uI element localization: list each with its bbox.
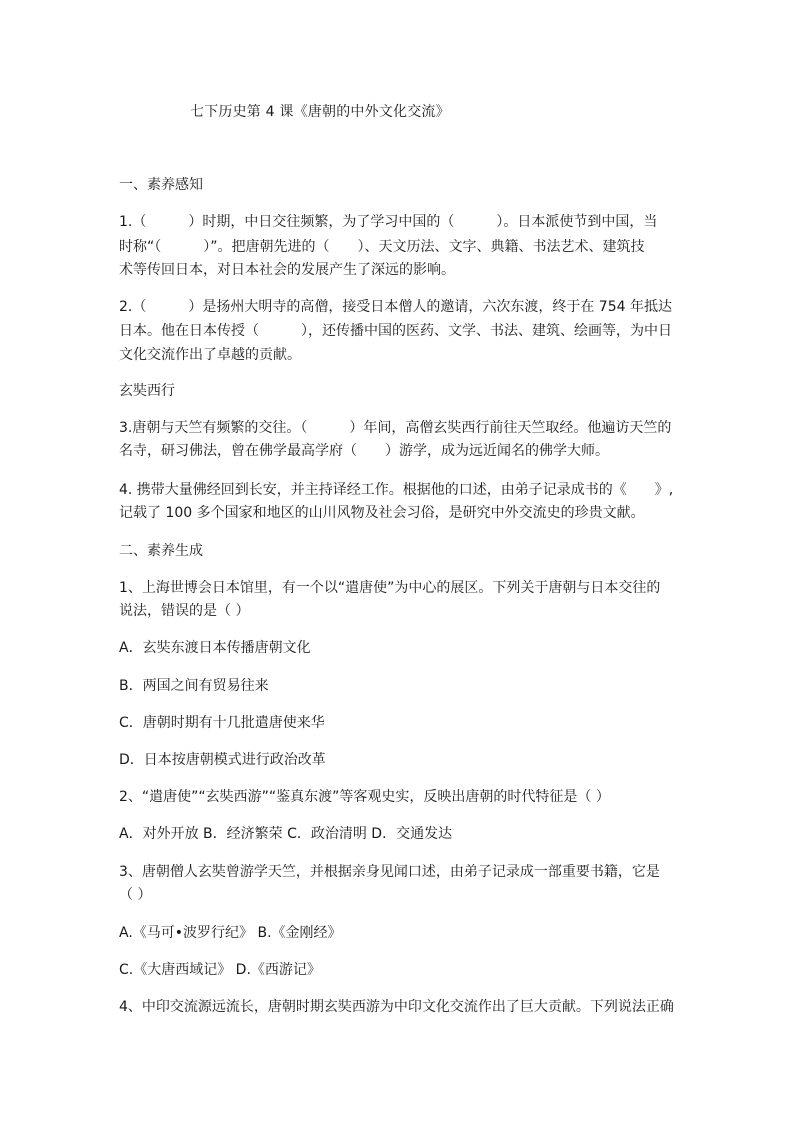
subheading-xuanzang: 玄奘西行 — [119, 383, 175, 399]
mc-1-option-c: C．唐朝时期有十几批遣唐使来华 — [119, 715, 325, 731]
mc-3-stem-line-1: 3、唐朝僧人玄奘曾游学天竺，并根据亲身见闻口述，由弟子记录成一部重要书籍，它是 — [119, 864, 660, 880]
section-heading-1: 一、素养感知 — [119, 177, 203, 193]
mc-3-options-line-1: A.《马可•波罗行纪》 B.《金刚经》 — [119, 925, 342, 941]
question-3-line-1: 3.唐朝与天竺有频繁的交往。（ ）年间，高僧玄奘西行前往天竺取经。他遍访天竺的 — [119, 420, 672, 436]
mc-1-stem-line-1: 1、上海世博会日本馆里，有一个以“遣唐使”为中心的展区。下列关于唐朝与日本交往的 — [119, 580, 661, 596]
mc-1-option-a: A．玄奘东渡日本传播唐朝文化 — [119, 640, 311, 656]
mc-1-stem-line-2: 说法，错误的是（ ） — [119, 603, 250, 619]
mc-2-stem: 2、“遣唐使”“玄奘西游”“鉴真东渡”等客观史实，反映出唐朝的时代特征是（ ） — [119, 789, 610, 805]
question-2-line-1: 2.（ ）是扬州大明寺的高僧，接受日本僧人的邀请，六次东渡，终于在 754 年抵达 — [119, 299, 672, 315]
section-heading-2: 二、素养生成 — [119, 543, 203, 559]
question-2-line-2: 日本。他在日本传授（ ），还传播中国的医药、文学、书法、建筑、绘画等，为中日 — [119, 323, 672, 339]
mc-4-stem: 4、中印交流源远流长，唐朝时期玄奘西游为中印文化交流作出了巨大贡献。下列说法正确 — [119, 999, 674, 1015]
question-4-line-2: 记载了 100 多个国家和地区的山川风物及社会习俗，是研究中外交流史的珍贵文献。 — [119, 505, 645, 521]
document-title: 七下历史第 4 课《唐朝的中外文化交流》 — [190, 104, 450, 120]
question-3-line-2: 名寺，研习佛法，曾在佛学最高学府（ ）游学，成为远近闻名的佛学大师。 — [119, 443, 609, 459]
question-1-line-1: 1.（ ）时期，中日交往频繁，为了学习中国的（ ）。日本派使节到中国，当 — [119, 214, 658, 230]
question-4-line-1: 4. 携带大量佛经回到长安，并主持译经工作。根据他的口述，由弟子记录成书的《 》, — [119, 482, 674, 498]
question-1-line-2: 时称“（ ）”。把唐朝先进的（ ）、天文历法、文字、典籍、书法艺术、建筑技 — [119, 239, 645, 255]
mc-1-option-d: D．日本按唐朝模式进行政治改革 — [119, 752, 326, 768]
mc-3-options-line-2: C.《大唐西域记》 D.《西游记》 — [119, 962, 321, 978]
question-1-line-3: 术等传回日本，对日本社会的发展产生了深远的影响。 — [119, 262, 455, 278]
mc-1-option-b: B．两国之间有贸易往来 — [119, 678, 269, 694]
mc-3-stem-line-2: （ ） — [119, 887, 152, 903]
mc-2-options: A．对外开放 B．经济繁荣 C．政治清明 D．交通发达 — [119, 826, 453, 842]
question-2-line-3: 文化交流作出了卓越的贡献。 — [119, 347, 301, 363]
